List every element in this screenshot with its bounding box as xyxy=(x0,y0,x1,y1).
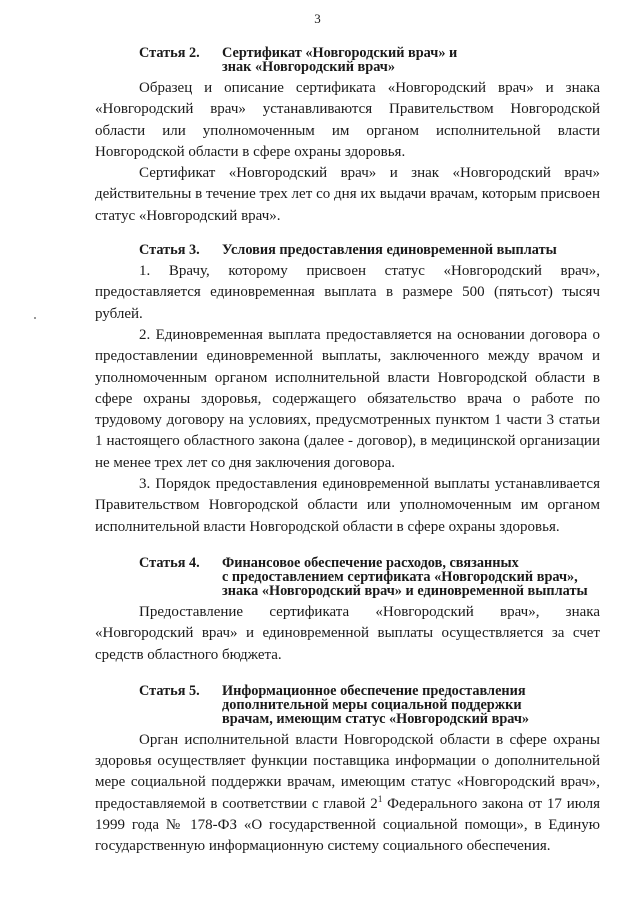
article-4-heading xyxy=(95,556,600,598)
article-5-title-line: врачам, имеющим статус «Новгородский врач» xyxy=(222,710,530,727)
article-2-heading xyxy=(95,46,600,74)
article-5-title xyxy=(222,684,600,726)
document-body xyxy=(95,46,600,858)
chapter-superscript: 1 xyxy=(377,793,383,804)
article-3-heading xyxy=(95,243,600,257)
article-5-text-after-footnote: Федерального закона от 17 июля 1999 года № 178-ФЗ «О государственной социальной помощи», в Единую государственную информационную систему социального обеспечения. xyxy=(95,795,601,855)
article-5-number: Статья 5. xyxy=(139,682,200,699)
article-4-title-line: знака «Новгородский врач» и единовременной выплаты xyxy=(222,582,588,599)
page-number: 3 xyxy=(314,11,321,26)
article-3 xyxy=(95,243,600,538)
article-4-number: Статья 4. xyxy=(139,554,200,571)
article-4 xyxy=(95,556,600,666)
article-4-title xyxy=(222,556,600,598)
article-2 xyxy=(95,46,600,227)
article-3-paragraph-3: 3. Порядок предоставления единовременной выплаты устанавливается Правительством Новгородской области или уполномоченным им органом исполнительной власти Новгородской области в сфере охраны здоровья. xyxy=(95,476,600,535)
scan-speck xyxy=(34,317,36,319)
article-3-title-line: Условия предоставления единовременной выплаты xyxy=(222,242,557,259)
article-5-title-line: Информационное обеспечение предоставления xyxy=(222,682,526,699)
article-2-paragraph-1: Образец и описание сертификата «Новгородский врач» и знака «Новгородский врач» устанавливаются Правительством Новгородской области или уполномоченным им органом исполнительной власти Новгородской области в сфере охраны здоровья. xyxy=(95,80,600,160)
article-2-number: Статья 2. xyxy=(139,45,200,61)
article-5-title-line: дополнительной меры социальной поддержки xyxy=(222,696,522,713)
article-5-paragraph-1 xyxy=(95,730,600,858)
article-2-paragraph-2: Сертификат «Новгородский врач» и знак «Новгородский врач» действительны в течение трех лет со дня их выдачи врачам, которым присвоен статус «Новгородский врач». xyxy=(95,165,600,224)
article-4-title-line: Финансовое обеспечение расходов, связанных xyxy=(222,554,519,571)
article-5-heading xyxy=(95,684,600,726)
article-5-text-before-footnote: Орган исполнительной власти Новгородской области в сфере охраны здоровья осуществляет функции поставщика информации о дополнительной мере социальной поддержки врачам, имеющим статус «Новгородский врач», предоставляемой в соответствии с главой 2 xyxy=(95,731,600,812)
article-3-title xyxy=(222,243,600,257)
article-3-number: Статья 3. xyxy=(139,242,200,259)
article-4-title-line: с предоставлением сертификата «Новгородский врач», xyxy=(222,568,578,585)
article-2-title-line: знак «Новгородский врач» xyxy=(222,59,396,75)
article-5 xyxy=(95,684,600,858)
article-2-title xyxy=(222,46,600,74)
article-3-paragraph-2: 2. Единовременная выплата предоставляется на основании договора о предоставлении единовременной выплаты, заключенного между врачом и уполномоченным органом исполнительной власти Новгородской области в сфере охраны здоровья, содержащего обязательство врача о работе по трудовому договору на условиях, предусмотренных пунктом 1 части 3 статьи 1 настоящего областного закона (далее - договор), в медицинской организации не менее трех лет со дня заключения договора. xyxy=(95,326,600,471)
article-4-paragraph-1: Предоставление сертификата «Новгородский врач», знака «Новгородский врач» и единовременной выплаты осуществляется за счет средств областного бюджета. xyxy=(95,603,600,663)
article-3-paragraph-1: 1. Врачу, которому присвоен статус «Новгородский врач», предоставляется единовременная выплата в размере 500 (пятьсот) тысяч рублей. xyxy=(95,263,600,322)
article-2-title-line: Сертификат «Новгородский врач» и xyxy=(222,45,458,61)
